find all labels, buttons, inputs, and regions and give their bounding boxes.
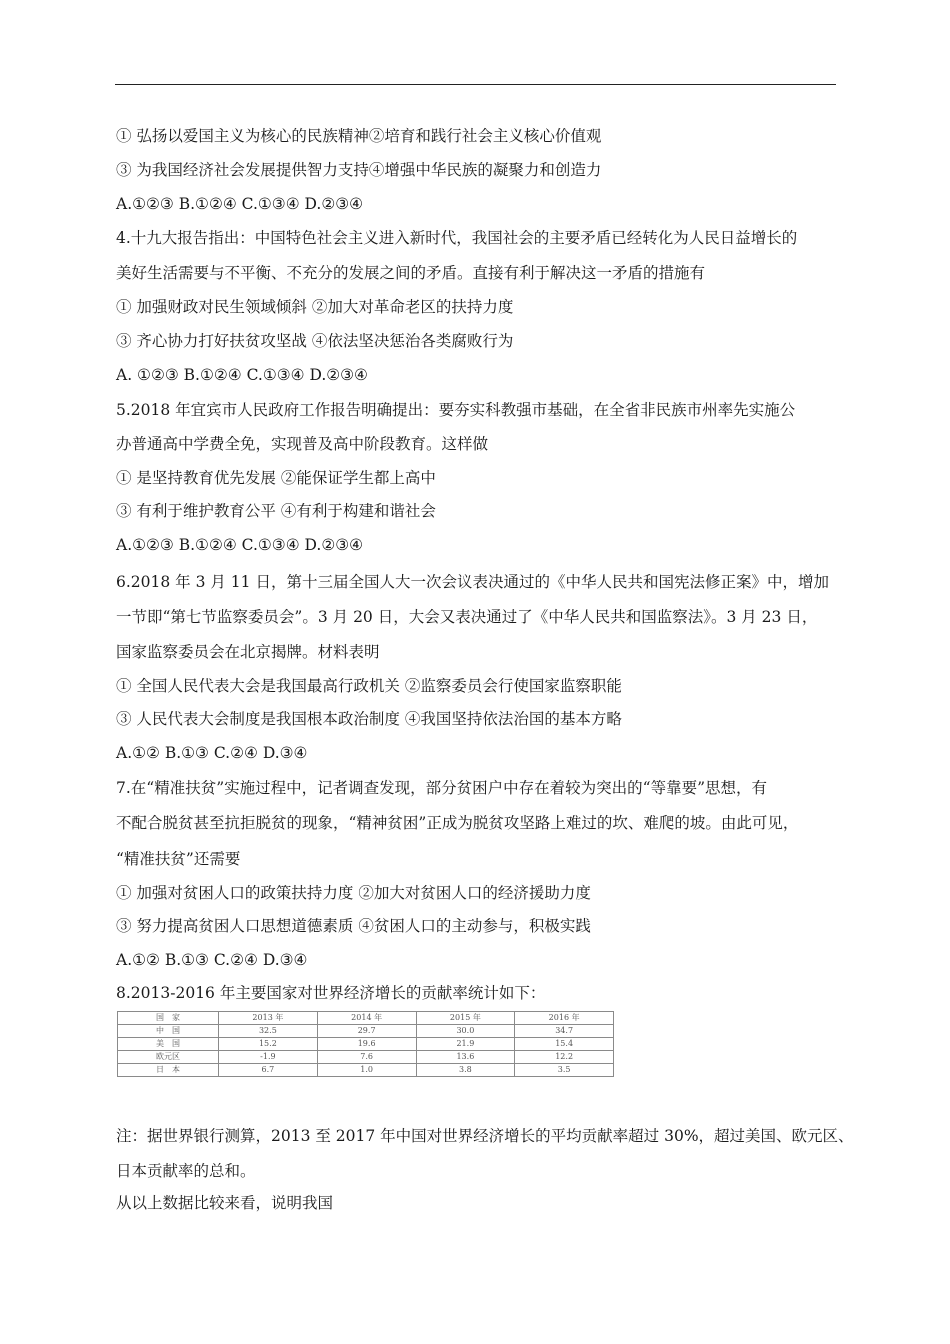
table-header-cell: 2015 年 <box>416 1012 515 1025</box>
text-line: ① 全国人民代表大会是我国最高行政机关 ②监察委员会行使国家监察职能 <box>116 677 622 695</box>
table-cell: 3.8 <box>416 1064 515 1077</box>
text-line: ① 是坚持教育优先发展 ②能保证学生都上高中 <box>116 469 436 487</box>
text-line: 国家监察委员会在北京揭牌。材料表明 <box>116 643 380 661</box>
table-cell: 12.2 <box>515 1051 614 1064</box>
text-line: ① 加强财政对民生领域倾斜 ②加大对革命老区的扶持力度 <box>116 298 514 316</box>
text-line: 7.在“精准扶贫”实施过程中，记者调查发现，部分贫困户中存在着较为突出的“等靠要”思想，有 <box>116 779 767 797</box>
table-cell: 29.7 <box>317 1025 416 1038</box>
table-cell: 34.7 <box>515 1025 614 1038</box>
table-row <box>118 1064 614 1077</box>
text-line: A.①② B.①③ C.②④ D.③④ <box>116 951 308 969</box>
table-row <box>118 1025 614 1038</box>
text-line: 8.2013-2016 年主要国家对世界经济增长的贡献率统计如下： <box>116 984 546 1002</box>
table-cell: 美 国 <box>118 1038 219 1051</box>
table-cell: 32.5 <box>219 1025 318 1038</box>
text-line: ③ 齐心协力打好扶贫攻坚战 ④依法坚决惩治各类腐败行为 <box>116 332 514 350</box>
text-line: A.①② B.①③ C.②④ D.③④ <box>116 744 308 762</box>
contribution-table <box>117 1011 614 1077</box>
text-line: ③ 努力提高贫困人口思想道德素质 ④贫困人口的主动参与，积极实践 <box>116 917 591 935</box>
text-line: 注：据世界银行测算，2013 至 2017 年中国对世界经济增长的平均贡献率超过 30%，超过美国、欧元区、 <box>116 1127 854 1145</box>
text-line: “精准扶贫”还需要 <box>116 850 241 868</box>
text-line: ① 加强对贫困人口的政策扶持力度 ②加大对贫困人口的经济援助力度 <box>116 884 591 902</box>
table-cell: 3.5 <box>515 1064 614 1077</box>
text-line: 一节即“第七节监察委员会”。3 月 20 日，大会又表决通过了《中华人民共和国监察法》。3 月 23 日， <box>116 608 818 626</box>
text-line: ③ 人民代表大会制度是我国根本政治制度 ④我国坚持依法治国的基本方略 <box>116 710 622 728</box>
table-cell: 7.6 <box>317 1051 416 1064</box>
table-cell: 欧元区 <box>118 1051 219 1064</box>
text-line: 5.2018 年宜宾市人民政府工作报告明确提出：要夯实科教强市基础，在全省非民族市州率先实施公 <box>116 401 796 419</box>
text-line: ③ 为我国经济社会发展提供智力支持④增强中华民族的凝聚力和创造力 <box>116 161 602 179</box>
table-row <box>118 1038 614 1051</box>
table-cell: 15.4 <box>515 1038 614 1051</box>
header-rule <box>115 84 836 85</box>
text-line: 日本贡献率的总和。 <box>116 1162 256 1180</box>
text-line: A.①②③ B.①②④ C.①③④ D.②③④ <box>116 536 364 554</box>
table-header-cell: 国 家 <box>118 1012 219 1025</box>
text-line: 从以上数据比较来看，说明我国 <box>116 1194 334 1212</box>
text-line: ① 弘扬以爱国主义为核心的民族精神②培育和践行社会主义核心价值观 <box>116 127 602 145</box>
text-line: ③ 有利于维护教育公平 ④有利于构建和谐社会 <box>116 502 436 520</box>
table-cell: 中 国 <box>118 1025 219 1038</box>
table-header-cell: 2016 年 <box>515 1012 614 1025</box>
table-cell: -1.9 <box>219 1051 318 1064</box>
table-cell: 19.6 <box>317 1038 416 1051</box>
text-line: 不配合脱贫甚至抗拒脱贫的现象，“精神贫困”正成为脱贫攻坚路上难过的坎、难爬的坡。由此可见， <box>116 814 799 832</box>
table-cell: 30.0 <box>416 1025 515 1038</box>
text-line: A. ①②③ B.①②④ C.①③④ D.②③④ <box>116 366 368 384</box>
table-cell: 15.2 <box>219 1038 318 1051</box>
text-line: 4.十九大报告指出：中国特色社会主义进入新时代，我国社会的主要矛盾已经转化为人民日益增长的 <box>116 229 798 247</box>
text-line: 美好生活需要与不平衡、不充分的发展之间的矛盾。直接有利于解决这一矛盾的措施有 <box>116 264 706 282</box>
table-cell: 日 本 <box>118 1064 219 1077</box>
text-line: 6.2018 年 3 月 11 日，第十三届全国人大一次会议表决通过的《中华人民共和国宪法修正案》中，增加 <box>116 573 829 591</box>
table-header-cell: 2013 年 <box>219 1012 318 1025</box>
table-row <box>118 1051 614 1064</box>
table-cell: 21.9 <box>416 1038 515 1051</box>
table-cell: 1.0 <box>317 1064 416 1077</box>
table-cell: 13.6 <box>416 1051 515 1064</box>
table-cell: 6.7 <box>219 1064 318 1077</box>
table-header-cell: 2014 年 <box>317 1012 416 1025</box>
text-line: 办普通高中学费全免，实现普及高中阶段教育。这样做 <box>116 435 489 453</box>
text-line: A.①②③ B.①②④ C.①③④ D.②③④ <box>116 195 364 213</box>
table-header-row <box>118 1012 614 1025</box>
